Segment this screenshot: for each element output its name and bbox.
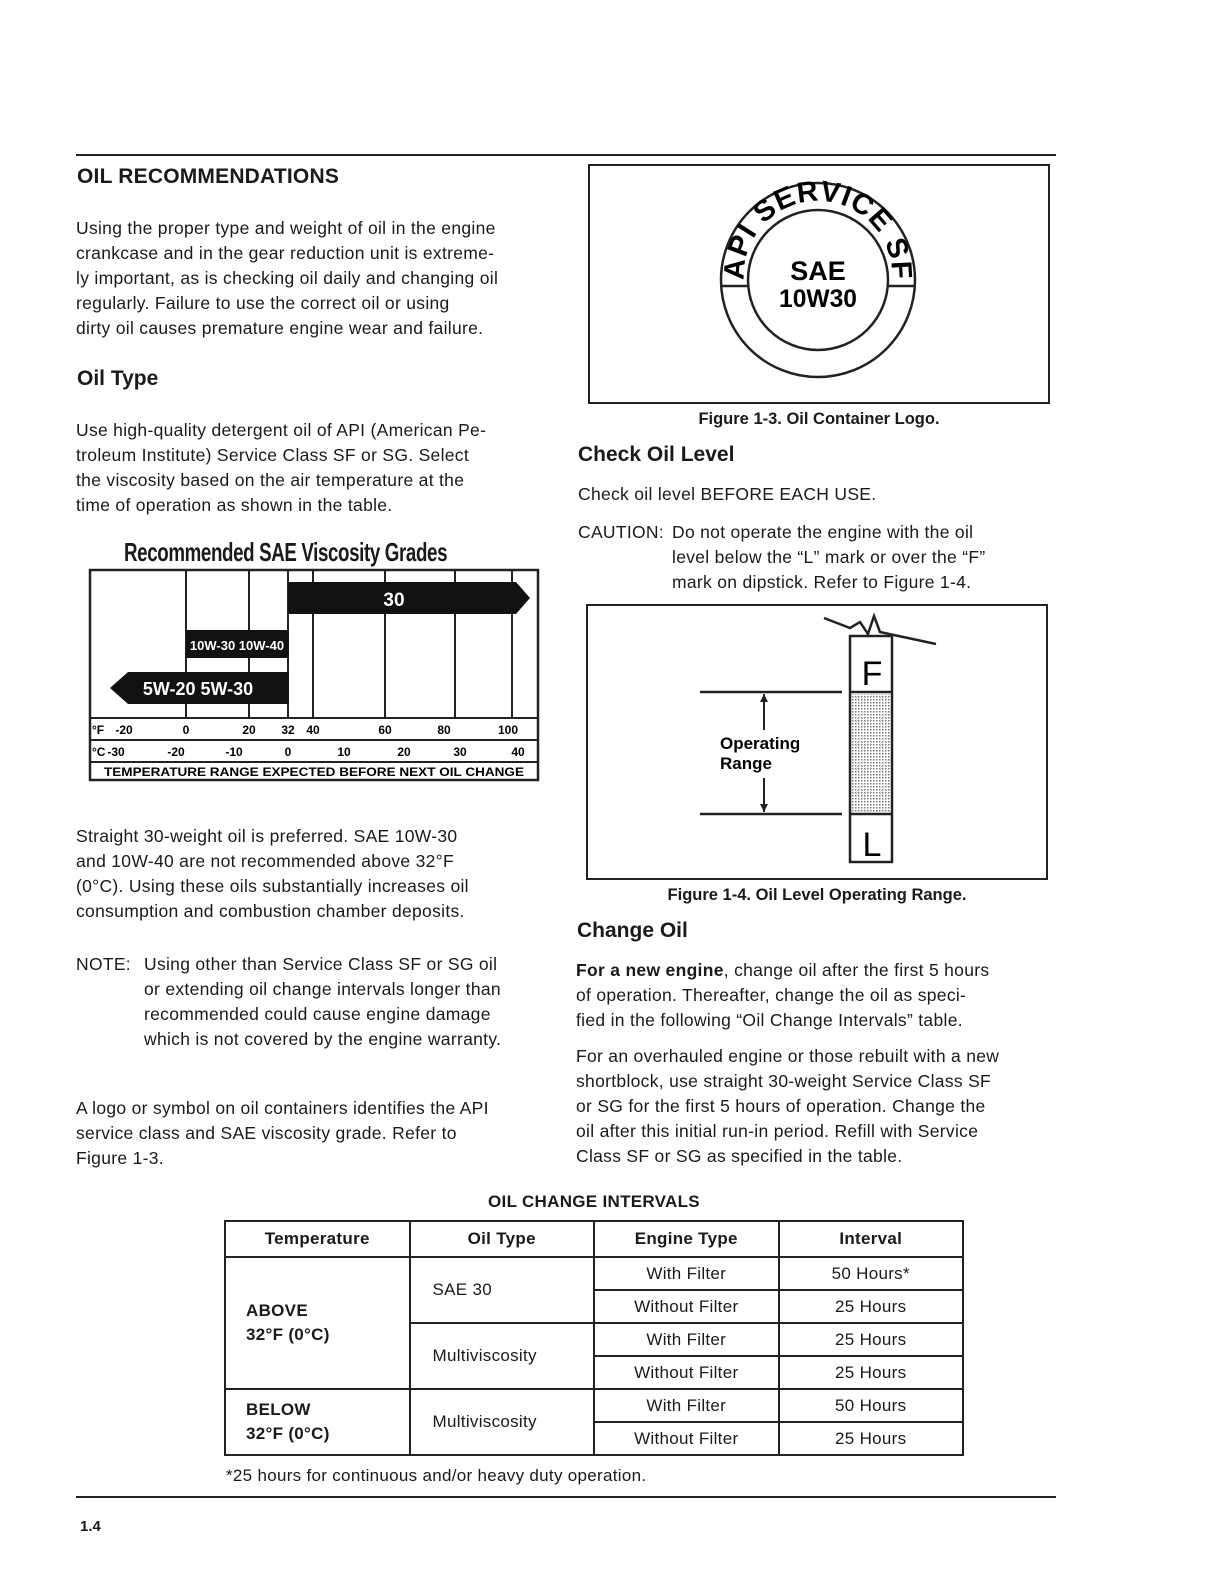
engine-type-cell: With Filter bbox=[594, 1323, 779, 1356]
temp-above: ABOVE 32°F (0°C) bbox=[225, 1257, 410, 1389]
temp-below: BELOW 32°F (0°C) bbox=[225, 1389, 410, 1455]
caution-paragraph: Do not operate the engine with the oil level below the “L” mark or over the “F” mark on dipstick. Refer to Figure 1-4. bbox=[672, 522, 986, 592]
operating-range-fill bbox=[852, 694, 890, 812]
interval-cell: 25 Hours bbox=[779, 1356, 964, 1389]
logo-paragraph: A logo or symbol on oil containers identifies the API service class and SAE viscosity grade. Refer to Figure 1-3. bbox=[76, 1098, 489, 1168]
bar-30-label: 30 bbox=[383, 590, 405, 611]
interval-cell: 25 Hours bbox=[779, 1422, 964, 1455]
interval-cell: 50 Hours* bbox=[779, 1257, 964, 1290]
l-mark: L bbox=[862, 826, 882, 864]
c-tick: 0 bbox=[284, 745, 292, 759]
c-tick: -10 bbox=[225, 745, 243, 759]
top-rule bbox=[76, 154, 1056, 156]
engine-type-cell: Without Filter bbox=[594, 1356, 779, 1389]
c-tick: -30 bbox=[107, 745, 125, 759]
range-label-1: Operating bbox=[720, 734, 801, 753]
c-tick: 10 bbox=[337, 745, 351, 759]
table-row bbox=[225, 1257, 963, 1290]
f-tick: 80 bbox=[437, 723, 451, 737]
table-row bbox=[225, 1389, 963, 1422]
straight-30-paragraph: Straight 30-weight oil is preferred. SAE 10W-30 and 10W-40 are not recommended above 32°F (0°C). Using these oils substantially increases oil consumption and combustion chamber deposits. bbox=[76, 826, 469, 921]
intervals-table-title: OIL CHANGE INTERVALS bbox=[488, 1192, 700, 1211]
oil-recommendations-heading: OIL RECOMMENDATIONS bbox=[77, 165, 340, 188]
oil-multiviscosity: Multiviscosity bbox=[410, 1389, 595, 1455]
note-label: NOTE: bbox=[76, 954, 131, 974]
table-footnote: *25 hours for continuous and/or heavy duty operation. bbox=[226, 1466, 647, 1485]
oil-type-heading: Oil Type bbox=[77, 367, 159, 390]
note-paragraph: Using other than Service Class SF or SG oil or extending oil change intervals longer than recommended could cause engine damage which is not covered by the engine warranty. bbox=[144, 954, 502, 1049]
api-service-logo bbox=[718, 180, 918, 380]
f-tick: 100 bbox=[497, 723, 519, 737]
viscosity-chart bbox=[88, 568, 542, 784]
bar-10w-label: 10W-30 10W-40 bbox=[189, 638, 285, 653]
page-number: 1.4 bbox=[80, 1518, 101, 1535]
intro-paragraph: Using the proper type and weight of oil in the engine crankcase and in the gear reduction unit is extreme- ly important, as is checking oil daily and changing oil regularly. Failure to use the correct oil or using dirty oil causes premature engine wear and failure. bbox=[76, 218, 499, 338]
interval-cell: 50 Hours bbox=[779, 1389, 964, 1422]
chart-footer: TEMPERATURE RANGE EXPECTED BEFORE NEXT OIL CHANGE bbox=[104, 767, 525, 779]
oil-type-paragraph: Use high-quality detergent oil of API (American Pe- troleum Institute) Service Class SF or SG. Select the viscosity based on the air temperature at the time of operation as shown in the table. bbox=[76, 420, 487, 515]
figure-1-3-caption: Figure 1-3. Oil Container Logo. bbox=[698, 410, 940, 428]
viscosity-chart-title: Recommended SAE Viscosity Grades bbox=[124, 537, 448, 567]
header-engine-type: Engine Type bbox=[594, 1221, 779, 1257]
logo-arc-text: API SERVICE SF bbox=[718, 180, 918, 281]
celsius-label: °C bbox=[92, 745, 106, 759]
f-mark: F bbox=[861, 655, 883, 693]
dipstick-diagram bbox=[588, 606, 1046, 878]
f-tick: 0 bbox=[182, 723, 190, 737]
c-tick: 30 bbox=[453, 745, 467, 759]
check-oil-level-heading: Check Oil Level bbox=[578, 443, 735, 466]
header-interval: Interval bbox=[779, 1221, 964, 1257]
f-tick: -20 bbox=[115, 723, 133, 737]
f-tick: 32 bbox=[281, 723, 295, 737]
f-tick: 40 bbox=[306, 723, 320, 737]
table-header-row bbox=[225, 1221, 963, 1257]
change-oil-paragraph-2: For an overhauled engine or those rebuilt with a new shortblock, use straight 30-weight Service Class SF or SG for the first 5 hours of operation. Change the oil after this initial run-in period. Refill with Service Class SF or SG as specified in the table. bbox=[576, 1046, 1000, 1166]
bar-30 bbox=[288, 582, 530, 614]
c-tick: 40 bbox=[511, 745, 525, 759]
figure-1-4-caption: Figure 1-4. Oil Level Operating Range. bbox=[667, 886, 967, 904]
logo-sae: SAE bbox=[790, 256, 846, 286]
new-engine-bold: For a new engine bbox=[576, 960, 724, 980]
header-oil-type: Oil Type bbox=[410, 1221, 595, 1257]
header-temperature: Temperature bbox=[225, 1221, 410, 1257]
c-tick: 20 bbox=[397, 745, 411, 759]
oil-change-intervals-table bbox=[224, 1220, 964, 1456]
engine-type-cell: With Filter bbox=[594, 1389, 779, 1422]
logo-grade: 10W30 bbox=[779, 285, 857, 313]
oil-multiviscosity: Multiviscosity bbox=[410, 1323, 595, 1389]
engine-type-cell: Without Filter bbox=[594, 1290, 779, 1323]
bar-5w-label: 5W-20 5W-30 bbox=[142, 679, 254, 699]
c-tick: -20 bbox=[167, 745, 185, 759]
check-oil-line: Check oil level BEFORE EACH USE. bbox=[578, 484, 877, 504]
engine-type-cell: With Filter bbox=[594, 1257, 779, 1290]
fahrenheit-label: °F bbox=[92, 723, 105, 737]
interval-cell: 25 Hours bbox=[779, 1290, 964, 1323]
f-tick: 60 bbox=[378, 723, 392, 737]
oil-sae30: SAE 30 bbox=[410, 1257, 595, 1323]
engine-type-cell: Without Filter bbox=[594, 1422, 779, 1455]
interval-cell: 25 Hours bbox=[779, 1323, 964, 1356]
f-tick: 20 bbox=[242, 723, 256, 737]
change-oil-heading: Change Oil bbox=[577, 919, 688, 942]
caution-label: CAUTION: bbox=[578, 522, 665, 542]
range-label-2: Range bbox=[720, 754, 772, 773]
change-oil-paragraph-1: For a new engine, change oil after the first 5 hours of operation. Thereafter, change the oil as speci- fied in the following “Oil Change Intervals” table. bbox=[576, 960, 990, 1030]
bottom-rule bbox=[76, 1496, 1056, 1498]
